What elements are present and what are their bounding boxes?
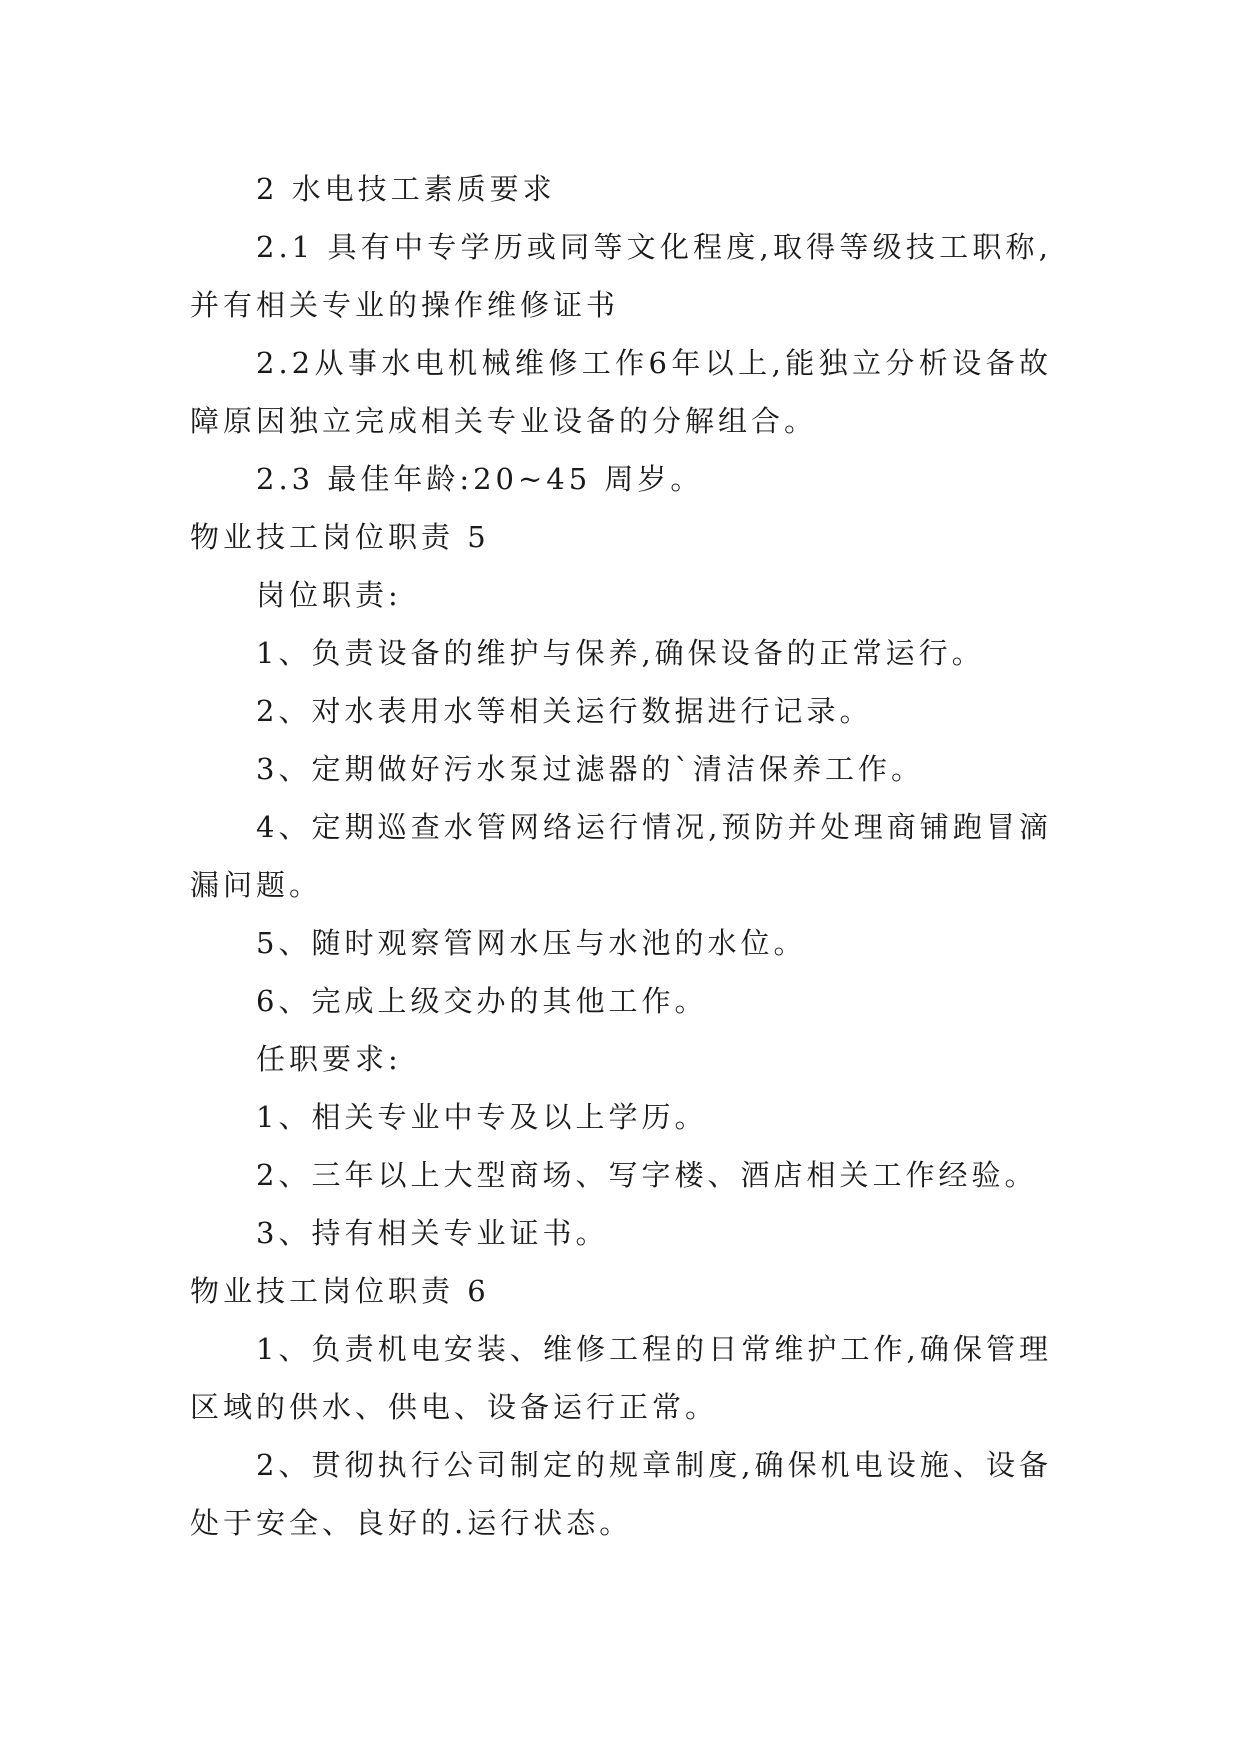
list-item: 2、贯彻执行公司制定的规章制度,确保机电设施、设备处于安全、良好的.运行状态。 — [190, 1448, 1052, 1540]
section-heading: 物业技工岗位职责 6 — [190, 1274, 490, 1308]
paragraph: 2 水电技工素质要求 — [256, 172, 556, 206]
list-item: 6、完成上级交办的其他工作。 — [256, 984, 708, 1018]
list-item: 2、三年以上大型商场、写字楼、酒店相关工作经验。 — [256, 1158, 1038, 1192]
paragraph: 2.3 最佳年龄:20~45 周岁。 — [256, 462, 704, 496]
paragraph: 任职要求: — [256, 1042, 402, 1076]
list-item: 4、定期巡查水管网络运行情况,预防并处理商铺跑冒滴漏问题。 — [190, 810, 1052, 902]
list-item: 3、持有相关专业证书。 — [256, 1216, 609, 1250]
list-item: 2、对水表用水等相关运行数据进行记录。 — [256, 694, 873, 728]
list-item: 5、随时观察管网水压与水池的水位。 — [256, 926, 807, 960]
list-item: 1、相关专业中专及以上学历。 — [256, 1100, 708, 1134]
list-item: 1、负责机电安装、维修工程的日常维护工作,确保管理区域的供水、供电、设备运行正常。 — [190, 1332, 1052, 1424]
paragraph: 2.1 具有中专学历或同等文化程度,取得等级技工职称,并有相关专业的操作维修证书 — [190, 230, 1052, 322]
paragraph: 岗位职责: — [256, 578, 402, 612]
paragraph: 2.2从事水电机械维修工作6年以上,能独立分析设备故障原因独立完成相关专业设备的分解组合。 — [190, 346, 1052, 438]
section-heading: 物业技工岗位职责 5 — [190, 520, 490, 554]
list-item: 1、负责设备的维护与保养,确保设备的正常运行。 — [256, 636, 985, 670]
list-item: 3、定期做好污水泵过滤器的`清洁保养工作。 — [256, 752, 924, 786]
document-body — [190, 160, 1052, 1552]
